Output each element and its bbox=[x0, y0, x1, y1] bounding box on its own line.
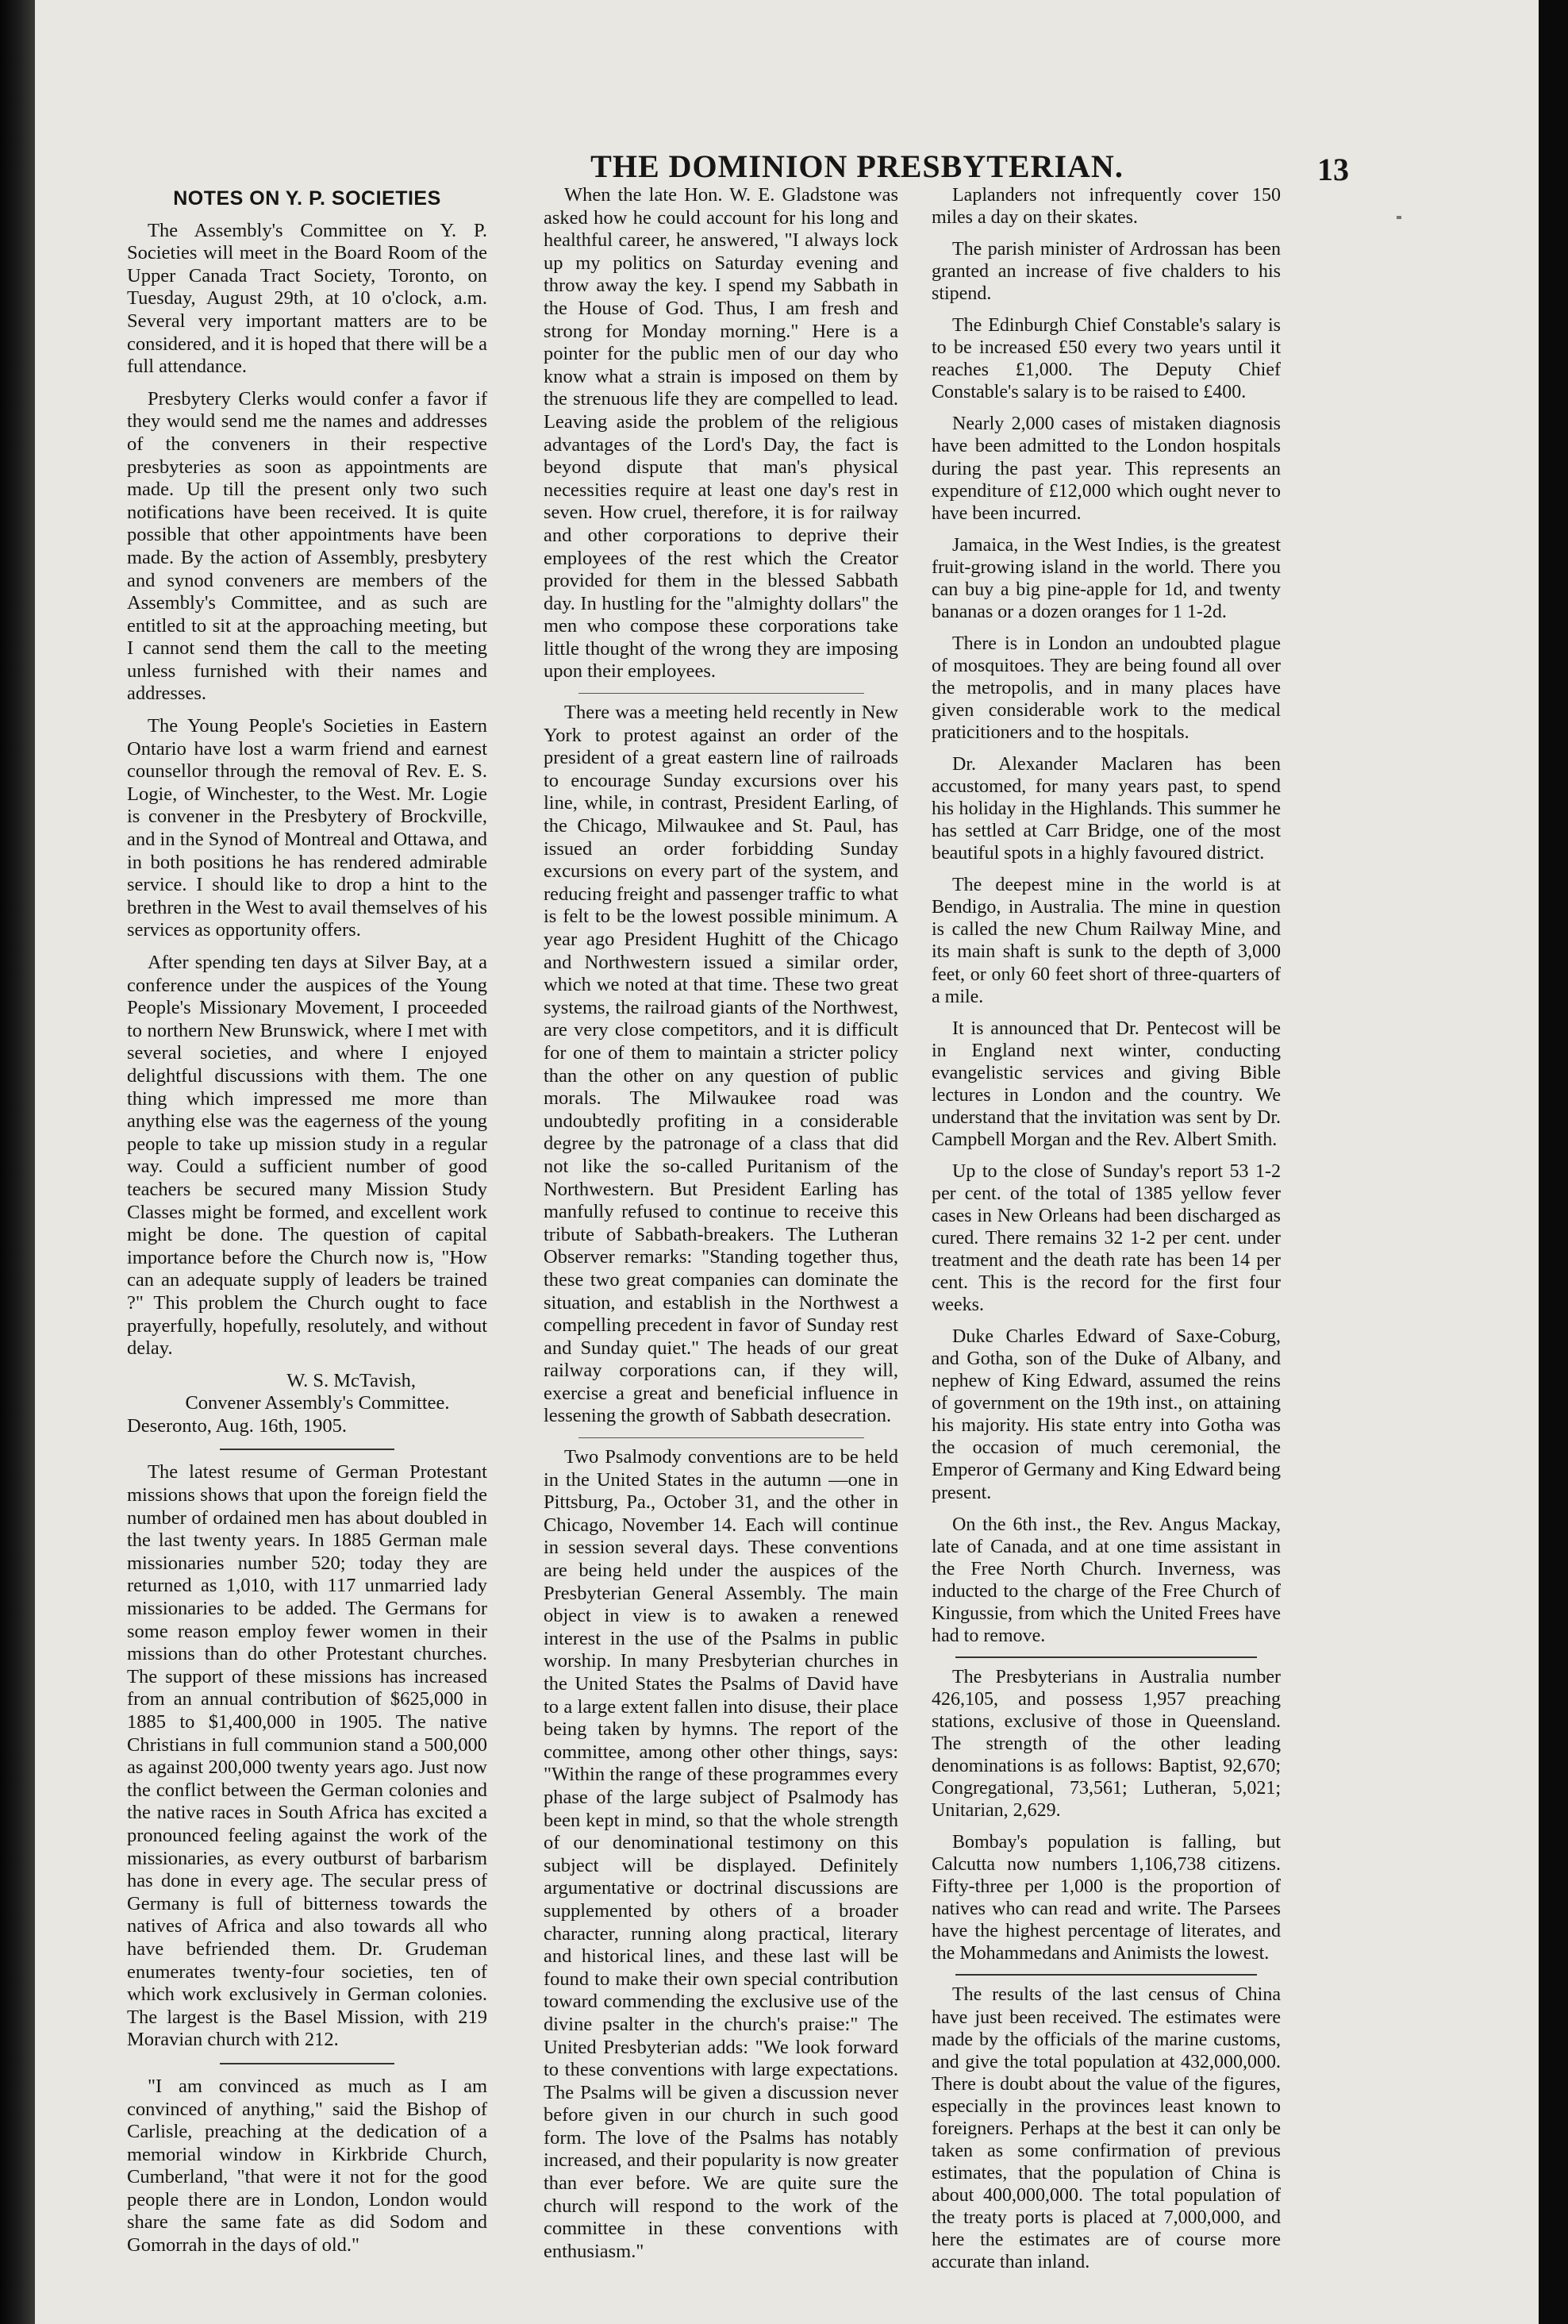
article-yp-societies bbox=[127, 220, 487, 1360]
signature-place-date: Deseronto, Aug. 16th, 1905. bbox=[127, 1414, 347, 1437]
page-number: 13 bbox=[1317, 152, 1349, 187]
news-item: Jamaica, in the West Indies, is the greatest fruit-growing island in the world. There you can buy a big pine-apple for 1d, and twenty bananas or a dozen oranges for 1 1-2d. bbox=[932, 534, 1281, 622]
paragraph: After spending ten days at Silver Bay, at a conference under the auspices of the Young People's Missionary Movement, I proceeded to northern New Brunswick, where I met with several societies, and where I enjoyed delightful discussions with them. The one thing which impressed me more than anything else was the eagerness of the young people to take up mission study in a regular way. Could a sufficient number of good teachers be secured many Mission Study Classes might be formed, and excellent work might be done. The question of capital importance before the Church now is, "How can an adequate supply of leaders be trained ?" This problem the Church ought to face prayerfully, hopefully, resolutely, and without delay. bbox=[127, 952, 487, 1360]
print-speck bbox=[1397, 216, 1401, 219]
paragraph: The Assembly's Committee on Y. P. Societies will meet in the Board Room of the Upper Canada Tract Society, Toronto, on Tuesday, August 29th, at 10 o'clock, a.m. Several very important matters are to be considered, and it is hoped that there will be a full attendance. bbox=[127, 219, 487, 378]
news-item: The Presbyterians in Australia number 426,105, and possess 1,957 preaching stations, exclusive of those in Queensland. The strength of the other leading denominations is as follows: Baptist, 92,670; Congregational, 73,561; Lutheran, 5,021; Unitarian, 2,629. bbox=[932, 1666, 1281, 1822]
paragraph-gladstone: When the late Hon. W. E. Gladstone was asked how he could account for his long and healthful career, he answered, "I always lock up my politics on Saturday evening and throw away the key. I spend my Sabbath in the House of God. Thus, I am fresh and strong for Monday morning." Here is a pointer for the public men of our day who know what a strain is imposed on them by the strenuous life they are compelled to lead. Leaving aside the problem of the religious advantages of the Lord's Day, the fact is beyond dispute that man's physical necessities require at least one day's rest in seven. How cruel, therefore, it is for railway and other corporations to deprive their employees of the rest which the Creator provided for them in the blessed Sabbath day. In hustling for the "almighty dollars" the men who compose these corporations take little thought of the wrong they are imposing upon their employees. bbox=[544, 184, 898, 683]
news-item: The Edinburgh Chief Constable's salary is to be increased £50 every two years until it reaches £1,000. The Deputy Chief Constable's salary is to be raised to £400. bbox=[932, 315, 1281, 403]
divider bbox=[578, 1437, 864, 1438]
paragraph-psalmody: Two Psalmody conventions are to be held in the United States in the autumn —one in Pittsburg, Pa., October 31, and the other in Chicago, November 14. Each will continue in session several days. These conventions are being held under the auspices of the Presbyterian General Assembly. The main object in view is to awaken a renewed interest in the use of the Psalms in public worship. In many Presbyterian churches in the United States the Psalms of David have to a large extent fallen into disuse, their place being taken by hymns. The report of the committee, among other other things, says: "Within the range of these programmes every phase of the large subject of Psalmody has been kept in mind, so that the whole strength of our denominational testimony on this subject will be displayed. Definitely argumentative or doctrinal discussions are supplemented by others of a broader character, running along practical, literary and historical lines, and these last will be found to make their own special contribution toward commending the exclusive use of the divine psalter in the church's praise:" The United Presbyterian adds: "We look forward to these conventions with large expectations. The Psalms will be given a discussion never before given in our church in such good form. The love of the Psalms has notably increased, and their popularity is now greater than ever before. We are quite sure the church will respond to the work of the committee in these conventions with enthusiasm." bbox=[544, 1446, 898, 2262]
column-3 bbox=[932, 184, 1281, 2283]
divider bbox=[220, 2063, 394, 2064]
paragraph: The Young People's Societies in Eastern Ontario have lost a warm friend and earnest counsellor through the removal of Rev. E. S. Logie, of Winchester, to the West. Mr. Logie is convener in the Presbytery of Brockville, and in the Synod of Montreal and Ottawa, and in both positions he has rendered admirable service. I should like to drop a hint to the brethren in the West to avail themselves of his services as opportunity offers. bbox=[127, 715, 487, 941]
news-item: On the 6th inst., the Rev. Angus Mackay, late of Canada, and at one time assistant in the Free North Church. Inverness, was inducted to the charge of the Free Church of Kingussie, from which the United Frees have had to remove. bbox=[932, 1514, 1281, 1646]
news-item: Up to the close of Sunday's report 53 1-2 per cent. of the total of 1385 yellow fever cases in New Orleans had been discharged as cured. There remains 32 1-2 per cent. under treatment and the death rate has been 14 per cent. This is the record for the first four weeks. bbox=[932, 1160, 1281, 1316]
paragraph-sunday-excursions: There was a meeting held recently in New York to protest against an order of the president of a great eastern line of railroads to encourage Sunday excursions over his line, while, in contrast, President Earling, of the Chicago, Milwaukee and St. Paul, has issued an order forbidding Sunday excursions on every part of the system, and reducing freight and passenger traffic to what is felt to be the lowest possible minimum. A year ago President Hughitt of the Chicago and Northwestern issued a similar order, which we noted at that time. These two great systems, the railroad giants of the Northwest, are very close competitors, and it is difficult for one of them to maintain a stricter policy than the other on any question of public morals. The Milwaukee road was undoubtedly profiting in a considerable degree by the patronage of a class that did not like the so-called Puritanism of the Northwestern. But President Earling has manfully refused to continue to receive this tribute of Sabbath-breakers. The Lutheran Observer remarks: "Standing together thus, these two great companies can dominate the situation, and establish in the Northwest a compelling precedent in favor of Sunday rest and Sunday quiet." The heads of our great railway corporations can, if they will, exercise a great and beneficial influence in lessening the growth of Sabbath desecration. bbox=[544, 702, 898, 1427]
section-heading: NOTES ON Y. P. SOCIETIES bbox=[173, 187, 441, 210]
news-item: It is announced that Dr. Pentecost will be in England next winter, conducting evangelistic services and giving Bible lectures in London and the country. We understand that the invitation was sent by Dr. Campbell Morgan and the Rev. Albert Smith. bbox=[932, 1018, 1281, 1150]
news-item: The deepest mine in the world is at Bendigo, in Australia. The mine in question is called the new Chum Railway Mine, and its main shaft is sunk to the depth of 3,000 feet, or only 60 feet short of three-quarters of a mile. bbox=[932, 875, 1281, 1007]
signature-block bbox=[127, 1370, 487, 1438]
masthead: THE DOMINION PRESBYTERIAN. bbox=[590, 148, 1124, 184]
paragraph-bishop-carlisle: "I am convinced as much as I am convinced of anything," said the Bishop of Carlisle, preaching at the dedication of a memorial window in Kirkbride Church, Cumberland, "that were it not for the good people there are in London, London would share the same fate as did Sodom and Gomorrah in the days of old." bbox=[127, 2075, 487, 2257]
paragraph-german-missions: The latest resume of German Protestant missions shows that upon the foreign field the number of ordained men has about doubled in the last twenty years. In 1885 German male missionaries number 520; today they are returned as 1,010, with 117 unmarried lady missionaries to be added. The Germans for some reason employ fewer women in their missions than do other Protestant churches. The support of these missions has increased from an annual contribution of $625,000 in 1885 to $1,400,000 in 1905. The native Christians in full communion stand a 500,000 as against 200,000 twenty years ago. Just now the conflict between the German colonies and the native races in South Africa has excited a pronounced feeling against the work of the missionaries, as every outburst of barbarism has done in every age. The secular press of Germany is full of bitterness towards the natives of Africa and also towards all who have befriended them. Dr. Grudeman enumerates twenty-four societies, ten of which work exclusively in German colonies. The largest is the Basel Mission, with 219 Moravian church with 212. bbox=[127, 1461, 487, 2051]
news-item: Bombay's population is falling, but Calcutta now numbers 1,106,738 citizens. Fifty-three per 1,000 is the proportion of natives who can read and write. The Parsees have the highest percentage of literates, and the Mohammedans and Animists the lowest. bbox=[932, 1832, 1281, 1964]
news-item: Duke Charles Edward of Saxe-Coburg, and Gotha, son of the Duke of Albany, and nephew of King Edward, assumed the reins of government on the 19th inst., on attaining his majority. His state entry into Gotha was the occasion of much ceremonial, the Emperor of Germany and King Edward being present. bbox=[932, 1326, 1281, 1503]
divider bbox=[578, 693, 864, 694]
divider bbox=[955, 1974, 1257, 1976]
paragraph: Presbytery Clerks would confer a favor if they would send me the names and addresses of the conveners in their respective presbyteries as soon as appointments are made. Up till the present only two such notifications have been received. It is quite possible that other appointments have been made. By the action of Assembly, presbytery and synod conveners are members of the Assembly's Committee, and as such are entitled to sit at the approaching meeting, but I cannot send them the call to the meeting unless furnished with their names and addresses. bbox=[127, 387, 487, 705]
signature-name: W. S. McTavish, bbox=[286, 1369, 416, 1391]
column-1 bbox=[127, 184, 487, 2267]
divider bbox=[220, 1449, 394, 1450]
signature-title: Convener Assembly's Committee. bbox=[185, 1392, 450, 1414]
news-item: Dr. Alexander Maclaren has been accustomed, for many years past, to spend his holiday in the Highlands. This summer he has settled at Carr Bridge, one of the most beautiful spots in a highly favoured district. bbox=[932, 754, 1281, 864]
divider bbox=[955, 1656, 1257, 1658]
page-edge-shadow bbox=[0, 0, 35, 2324]
news-item: There is in London an undoubted plague of mosquitoes. They are being found all over the metropolis, and in many places have given considerable work to the medical praticitioners and to the hospitals. bbox=[932, 633, 1281, 744]
column-2 bbox=[544, 184, 898, 2272]
news-item: The results of the last census of China have just been received. The estimates were made by the officials of the marine customs, and give the total population at 432,000,000. There is doubt about the value of the figures, especially in the provinces least known to foreigners. Perhaps at the best it can only be taken as some confirmation of previous estimates, that the population of China is about 400,000,000. The total population of the treaty ports is placed at 7,000,000, and here the estimates are of course more accurate than inland. bbox=[932, 1984, 1281, 2273]
news-item: The parish minister of Ardrossan has been granted an increase of five chalders to his stipend. bbox=[932, 239, 1281, 305]
news-item: Nearly 2,000 cases of mistaken diagnosis have been admitted to the London hospitals during the past year. This represents an expenditure of £12,000 which ought never to have been incurred. bbox=[932, 414, 1281, 524]
news-item: Laplanders not infrequently cover 150 miles a day on their skates. bbox=[932, 185, 1281, 229]
